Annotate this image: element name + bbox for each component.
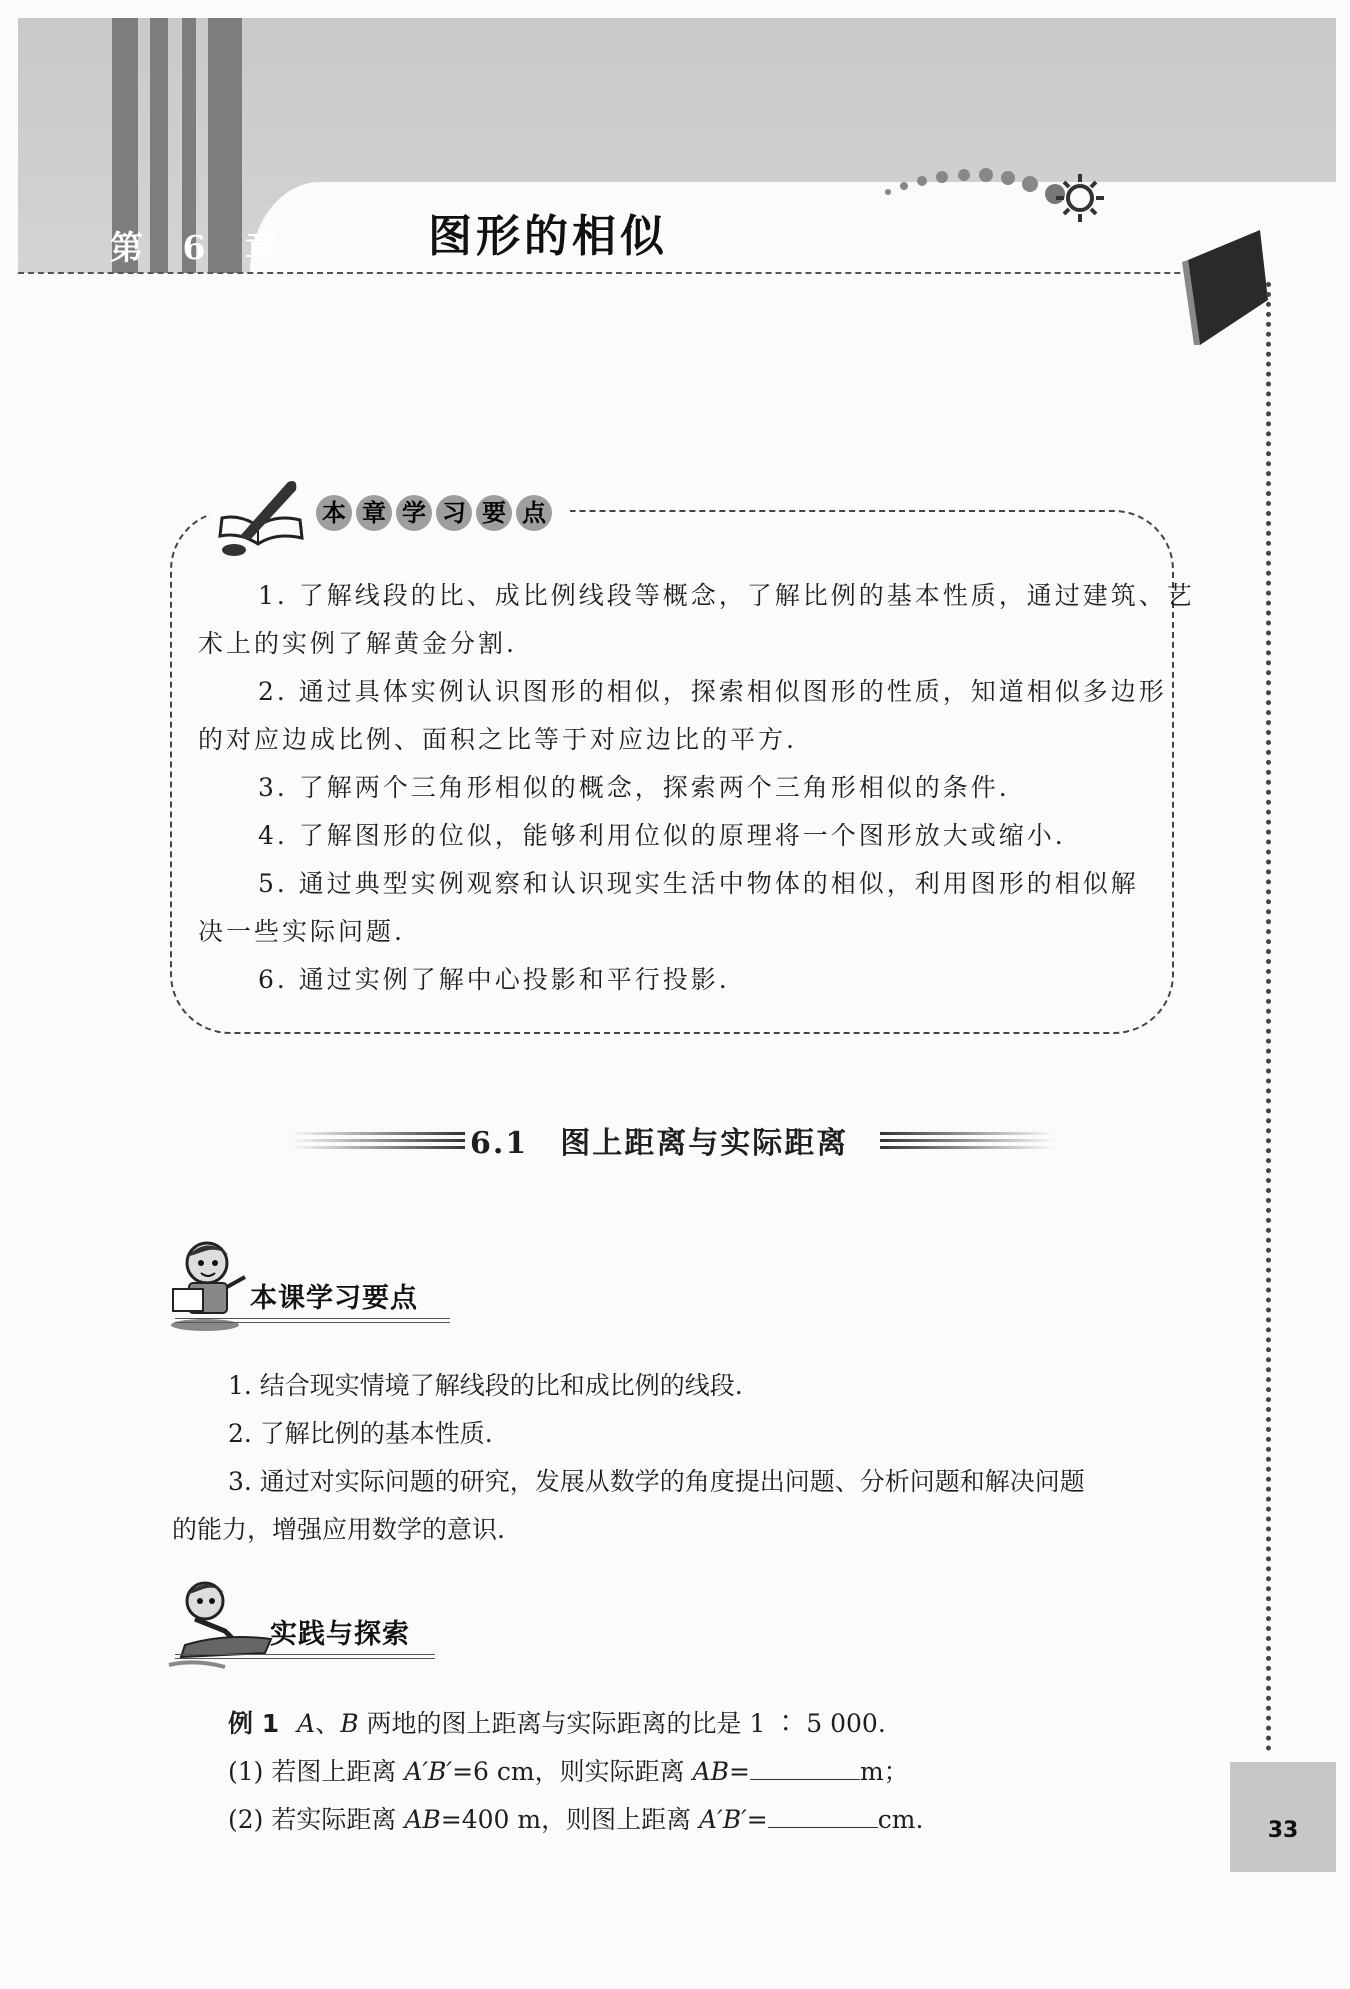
q2-var: AB <box>404 1805 441 1834</box>
lesson-goals-underline <box>175 1318 450 1323</box>
section-heading <box>470 1118 848 1162</box>
goals-title-char: 习 <box>436 495 472 531</box>
example-text: 两地的图上距离与实际距离的比是 1 ∶ 5 000. <box>358 1709 886 1738</box>
goal-line: 的对应边成比例、面积之比等于对应边比的平方. <box>198 725 797 754</box>
section-heading-rule-right <box>880 1130 1055 1152</box>
q2-var2: A′B′ <box>699 1805 747 1834</box>
q2-mid: =400 m，则图上距离 <box>440 1805 700 1834</box>
practice-underline <box>175 1654 435 1659</box>
header-divider <box>18 272 1260 274</box>
goals-title-char: 点 <box>516 495 552 531</box>
decorative-dots-sun-icon <box>880 160 1140 230</box>
goals-title-char: 要 <box>476 495 512 531</box>
goal-line: 6. 通过实例了解中心投影和平行投影. <box>258 965 730 994</box>
q2-prefix: (2) 若实际距离 <box>228 1805 405 1834</box>
q1-var: A′B′ <box>404 1757 453 1786</box>
goal-line: 4. 了解图形的位似，能够利用位似的原理将一个图形放大或缩小. <box>258 821 1066 850</box>
example-point-b: B <box>340 1709 359 1738</box>
q1-var2: AB <box>692 1757 729 1786</box>
goal-line: 决一些实际问题. <box>198 917 405 946</box>
lesson-goal-line: 的能力，增强应用数学的意识. <box>172 1515 505 1544</box>
example-1-question-2 <box>228 1796 923 1844</box>
goal-line: 1. 了解线段的比、成比例线段等概念，了解比例的基本性质，通过建筑、艺 <box>258 581 1195 610</box>
goals-title-char: 本 <box>316 495 352 531</box>
example-1-question-1 <box>228 1748 909 1796</box>
q1-prefix: (1) 若图上距离 <box>228 1757 405 1786</box>
section-number: 6.1 <box>470 1126 529 1161</box>
goals-title-char: 学 <box>396 495 432 531</box>
lesson-goals-heading: 本课学习要点 <box>250 1283 418 1314</box>
q2-unit: cm. <box>877 1805 924 1834</box>
right-dotted-border <box>1266 282 1271 1752</box>
goal-line: 5. 通过典型实例观察和认识现实生活中物体的相似，利用图形的相似解 <box>258 869 1139 898</box>
goals-title-char: 章 <box>356 495 392 531</box>
practice-heading: 实践与探索 <box>270 1619 410 1650</box>
quill-book-icon <box>210 478 310 560</box>
lesson-goal-line: 1. 结合现实情境了解线段的比和成比例的线段. <box>228 1371 743 1400</box>
chapter-goals-list <box>198 572 1195 1004</box>
example-label: 例 1 <box>228 1709 280 1738</box>
q2-answer-blank[interactable] <box>768 1807 878 1828</box>
goal-line: 2. 通过具体实例认识图形的相似，探索相似图形的性质，知道相似多边形 <box>258 677 1167 706</box>
goal-line: 3. 了解两个三角形相似的概念，探索两个三角形相似的条件. <box>258 773 1010 802</box>
example-point-a: A <box>297 1709 316 1738</box>
q1-mid: =6 cm，则实际距离 <box>452 1757 693 1786</box>
corner-flag-icon <box>1180 230 1270 350</box>
example-separator: 、 <box>315 1709 341 1738</box>
chapter-title: 图形的相似 <box>428 211 668 262</box>
surfing-kid-icon <box>165 1575 275 1675</box>
lesson-goal-line: 2. 了解比例的基本性质. <box>228 1419 493 1448</box>
page-number-tab <box>1230 1762 1336 1872</box>
section-heading-rule-left <box>290 1130 465 1152</box>
q1-eq: = <box>729 1757 750 1786</box>
goal-line: 术上的实例了解黄金分割. <box>198 629 517 658</box>
q1-unit: m； <box>859 1757 909 1786</box>
q2-eq: = <box>746 1805 768 1834</box>
chapter-label: 第 6 章 <box>110 228 292 267</box>
section-title: 图上距离与实际距离 <box>560 1126 849 1161</box>
page-number: 33 <box>1267 1818 1299 1843</box>
q1-answer-blank[interactable] <box>750 1759 860 1780</box>
example-1-statement <box>228 1700 886 1748</box>
lesson-goal-line: 3. 通过对实际问题的研究，发展从数学的角度提出问题、分析问题和解决问题 <box>228 1467 1085 1496</box>
